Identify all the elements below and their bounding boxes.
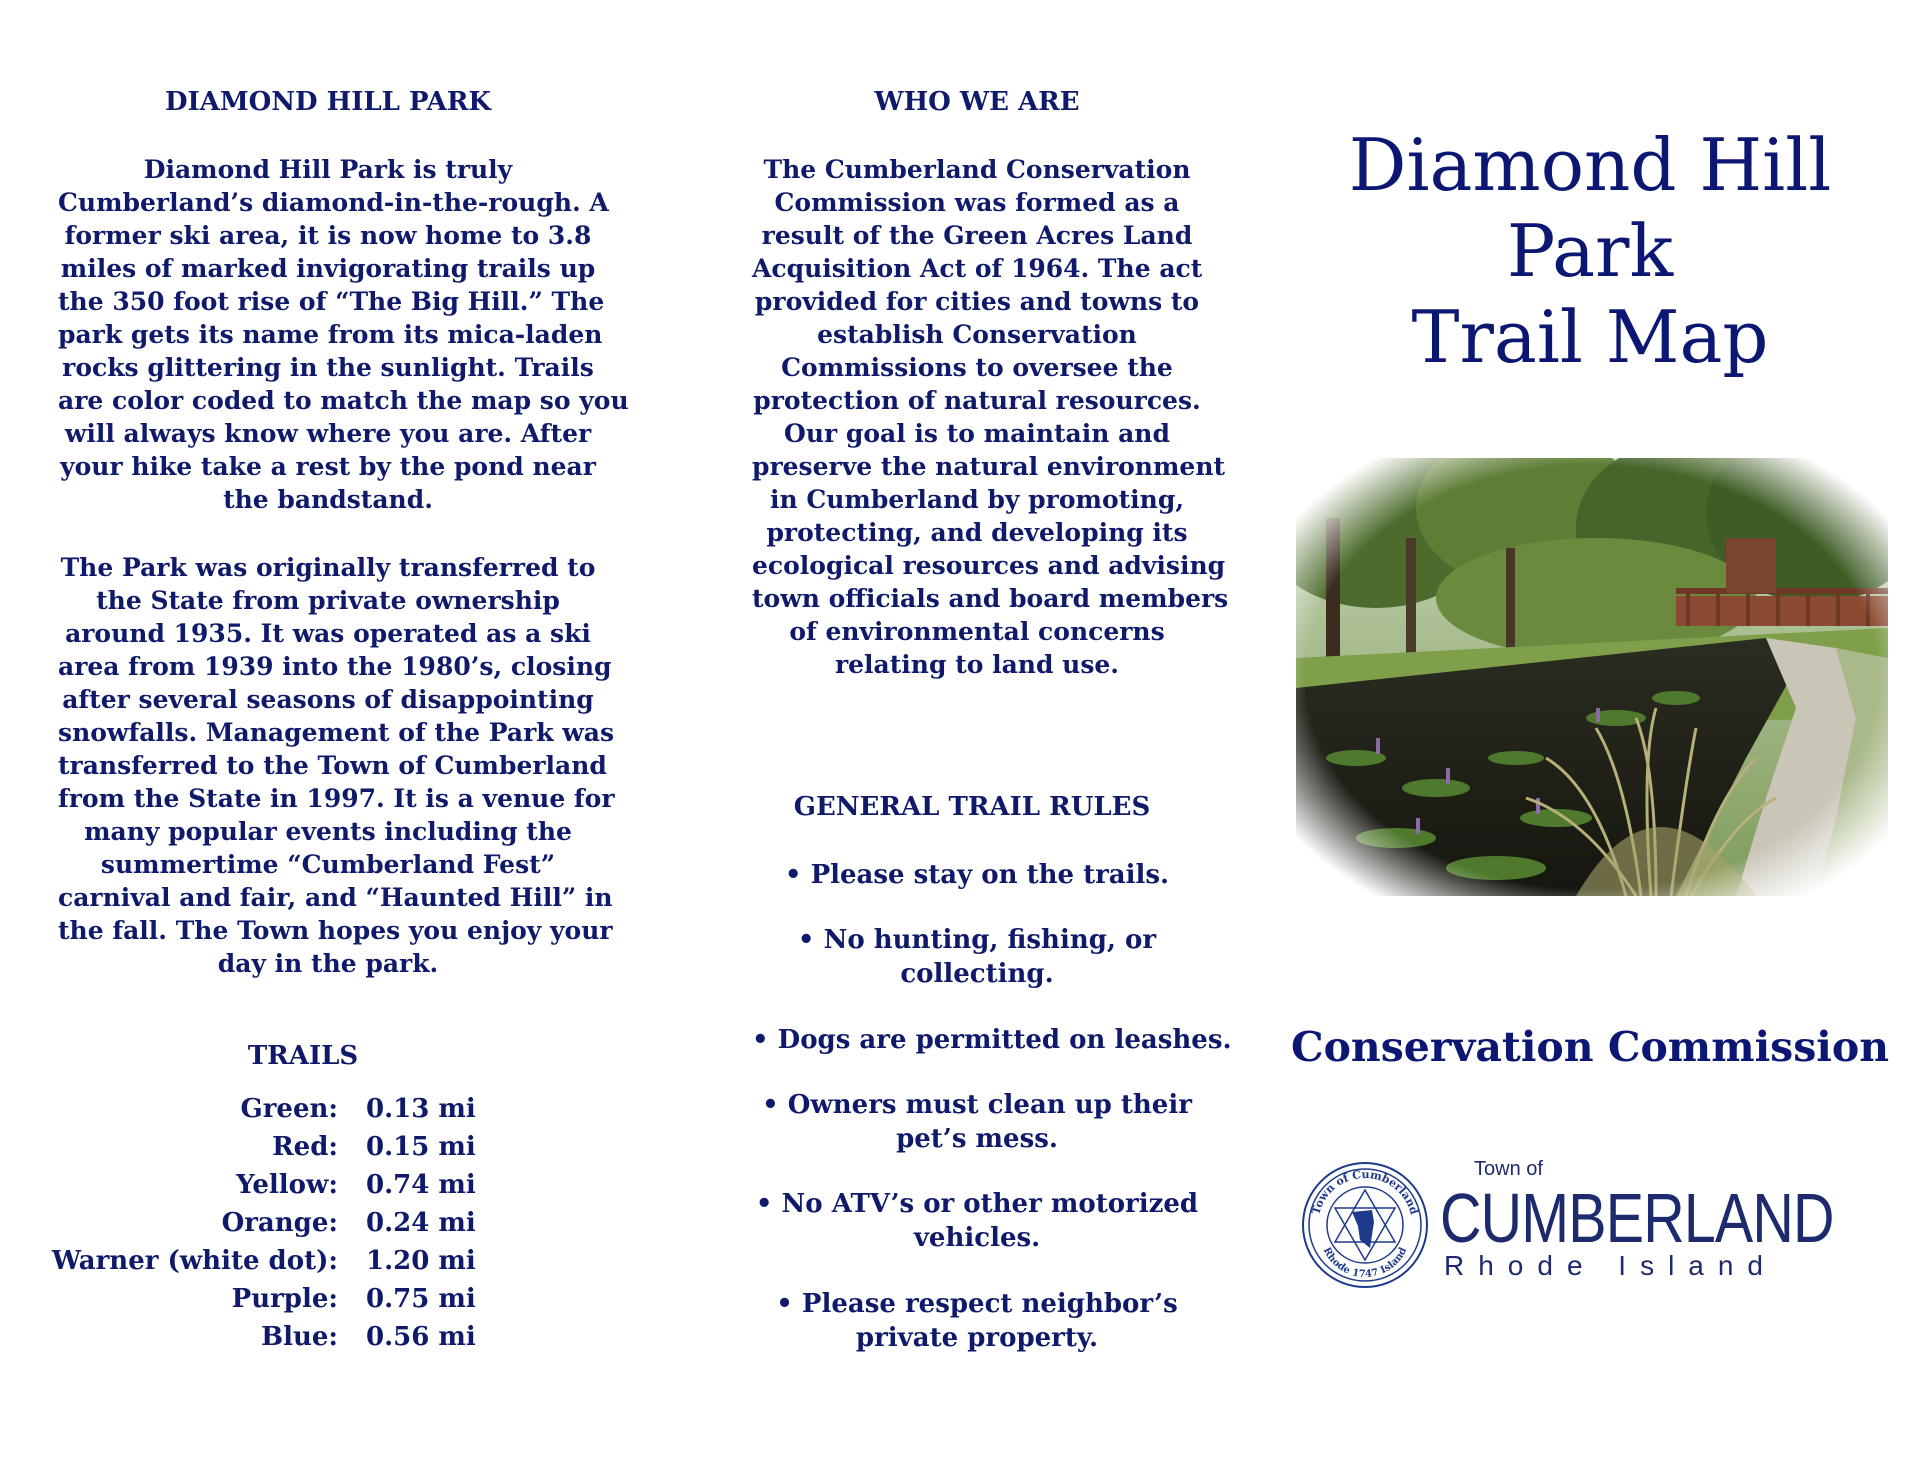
title-line: Trail Map — [1411, 295, 1769, 379]
trail-name: Red: — [272, 1132, 338, 1162]
title-line: Diamond Hill — [1348, 123, 1832, 207]
trails-heading: TRAILS — [247, 1041, 359, 1071]
text-line: preserve the natural environment — [752, 452, 1226, 481]
text-line: snowfalls. Management of the Park was — [58, 718, 615, 747]
text-line: Commission was formed as a — [774, 188, 1180, 217]
text-line: around 1935. It was operated as a ski — [65, 619, 591, 648]
rule-item — [752, 923, 1202, 991]
seal-top-text: Town of Cumberland — [1309, 1167, 1421, 1216]
text-line: Commissions to oversee the — [781, 353, 1173, 382]
trail-name: Warner (white dot): — [51, 1246, 338, 1276]
text-line: the 350 foot rise of “The Big Hill.” The — [58, 287, 605, 316]
text-line: vehicles. — [913, 1223, 1041, 1253]
text-line: protecting, and developing its — [766, 518, 1188, 547]
text-line: area from 1939 into the 1980’s, closing — [58, 652, 612, 681]
pond-park-photo — [1296, 458, 1888, 896]
trail-row-yellow — [58, 1166, 598, 1204]
text-line: • No hunting, fishing, or — [797, 925, 1157, 955]
trail-distance: 0.56 mi — [366, 1322, 476, 1352]
svg-text:Town of Cumberland — [1309, 1168, 1420, 1216]
commission-subtitle: Conservation Commission — [1290, 1023, 1890, 1071]
text-line: collecting. — [900, 959, 1054, 989]
rule-item — [752, 1088, 1202, 1156]
text-line: result of the Green Acres Land — [761, 221, 1193, 250]
trail-distance: 0.24 mi — [366, 1208, 476, 1238]
trail-distance: 0.74 mi — [366, 1170, 476, 1200]
text-line: summertime “Cumberland Fest” — [100, 850, 556, 879]
text-line: provided for cities and towns to — [754, 287, 1200, 316]
trail-row-orange — [58, 1204, 598, 1242]
trail-row-red — [58, 1128, 598, 1166]
text-line: park gets its name from its mica-laden — [58, 320, 603, 349]
text-line: • Please stay on the trails. — [784, 860, 1170, 890]
trail-name: Blue: — [261, 1322, 338, 1352]
trail-distance: 0.75 mi — [366, 1284, 476, 1314]
text-line: ecological resources and advising — [752, 551, 1226, 580]
text-line: former ski area, it is now home to 3.8 — [64, 221, 592, 250]
town-seal-icon — [1300, 1160, 1430, 1290]
text-line: the bandstand. — [223, 485, 433, 514]
text-line: in Cumberland by promoting, — [769, 485, 1185, 514]
text-line: establish Conservation — [817, 320, 1137, 349]
trail-distance: 0.13 mi — [366, 1094, 476, 1124]
cover-title — [1280, 122, 1900, 380]
text-line: the fall. The Town hopes you enjoy your — [58, 916, 613, 945]
trail-name: Orange: — [221, 1208, 338, 1238]
text-line: carnival and fair, and “Haunted Hill” in — [58, 883, 613, 912]
rules-heading: GENERAL TRAIL RULES — [793, 792, 1151, 822]
logo-state: Rhode Island — [1444, 1250, 1778, 1281]
text-line: • Please respect neighbor’s — [776, 1289, 1178, 1319]
trail-distance: 1.20 mi — [366, 1246, 476, 1276]
text-line: the State from private ownership — [96, 586, 560, 615]
text-line: after several seasons of disappointing — [62, 685, 594, 714]
title-line: Park — [1506, 209, 1674, 293]
park-history — [58, 551, 615, 980]
text-line: protection of natural resources. — [753, 386, 1201, 415]
text-line: Acquisition Act of 1964. The act — [752, 254, 1203, 283]
text-line: many popular events including the — [84, 817, 572, 846]
text-line: The Cumberland Conservation — [763, 155, 1191, 184]
who-we-are-text — [752, 153, 1229, 681]
rule-item — [752, 1187, 1202, 1255]
text-line: Our goal is to maintain and — [784, 419, 1170, 448]
text-line: day in the park. — [217, 949, 439, 978]
text-line: your hike take a rest by the pond near — [60, 452, 596, 481]
park-description — [58, 153, 629, 516]
seal-bottom-text: Rhode 1747 Island — [1320, 1245, 1410, 1281]
park-heading: DIAMOND HILL PARK — [164, 87, 492, 117]
text-line: miles of marked invigorating trails up — [60, 254, 596, 283]
trail-name: Green: — [240, 1094, 338, 1124]
text-line: town officials and board members — [752, 584, 1229, 613]
trail-row-purple — [58, 1280, 598, 1318]
text-line: private property. — [855, 1323, 1099, 1353]
text-line: transferred to the Town of Cumberland — [58, 751, 607, 780]
text-line: of environmental concerns — [789, 617, 1165, 646]
who-we-are-heading: WHO WE ARE — [874, 87, 1080, 117]
text-line: • No ATV’s or other motorized — [755, 1189, 1199, 1219]
trail-row-warner — [51, 1242, 598, 1280]
trails-table — [51, 1090, 598, 1356]
rule-item — [752, 1287, 1202, 1355]
trail-row-green — [58, 1090, 598, 1128]
trail-name: Yellow: — [236, 1170, 338, 1200]
text-line: Cumberland’s diamond-in-the-rough. A — [58, 188, 609, 217]
trail-name: Purple: — [231, 1284, 338, 1314]
text-line: will always know where you are. After — [64, 419, 592, 448]
text-line: relating to land use. — [834, 650, 1120, 679]
trail-row-blue — [58, 1318, 598, 1356]
text-line: The Park was originally transferred to — [60, 553, 596, 582]
logo-town-name: CUMBERLAND — [1440, 1179, 1834, 1257]
text-line: from the State in 1997. It is a venue for — [58, 784, 615, 813]
text-line: rocks glittering in the sunlight. Trails — [62, 353, 594, 382]
trail-distance: 0.15 mi — [366, 1132, 476, 1162]
text-line: are color coded to match the map so you — [58, 386, 629, 415]
text-line: pet’s mess. — [896, 1124, 1058, 1154]
rule-item — [752, 858, 1202, 892]
rule-item — [752, 1023, 1232, 1057]
text-line: • Dogs are permitted on leashes. — [752, 1025, 1232, 1055]
text-line: • Owners must clean up their — [762, 1090, 1192, 1120]
logo-town-of: Town of — [1474, 1158, 1543, 1180]
text-line: Diamond Hill Park is truly — [143, 155, 513, 184]
